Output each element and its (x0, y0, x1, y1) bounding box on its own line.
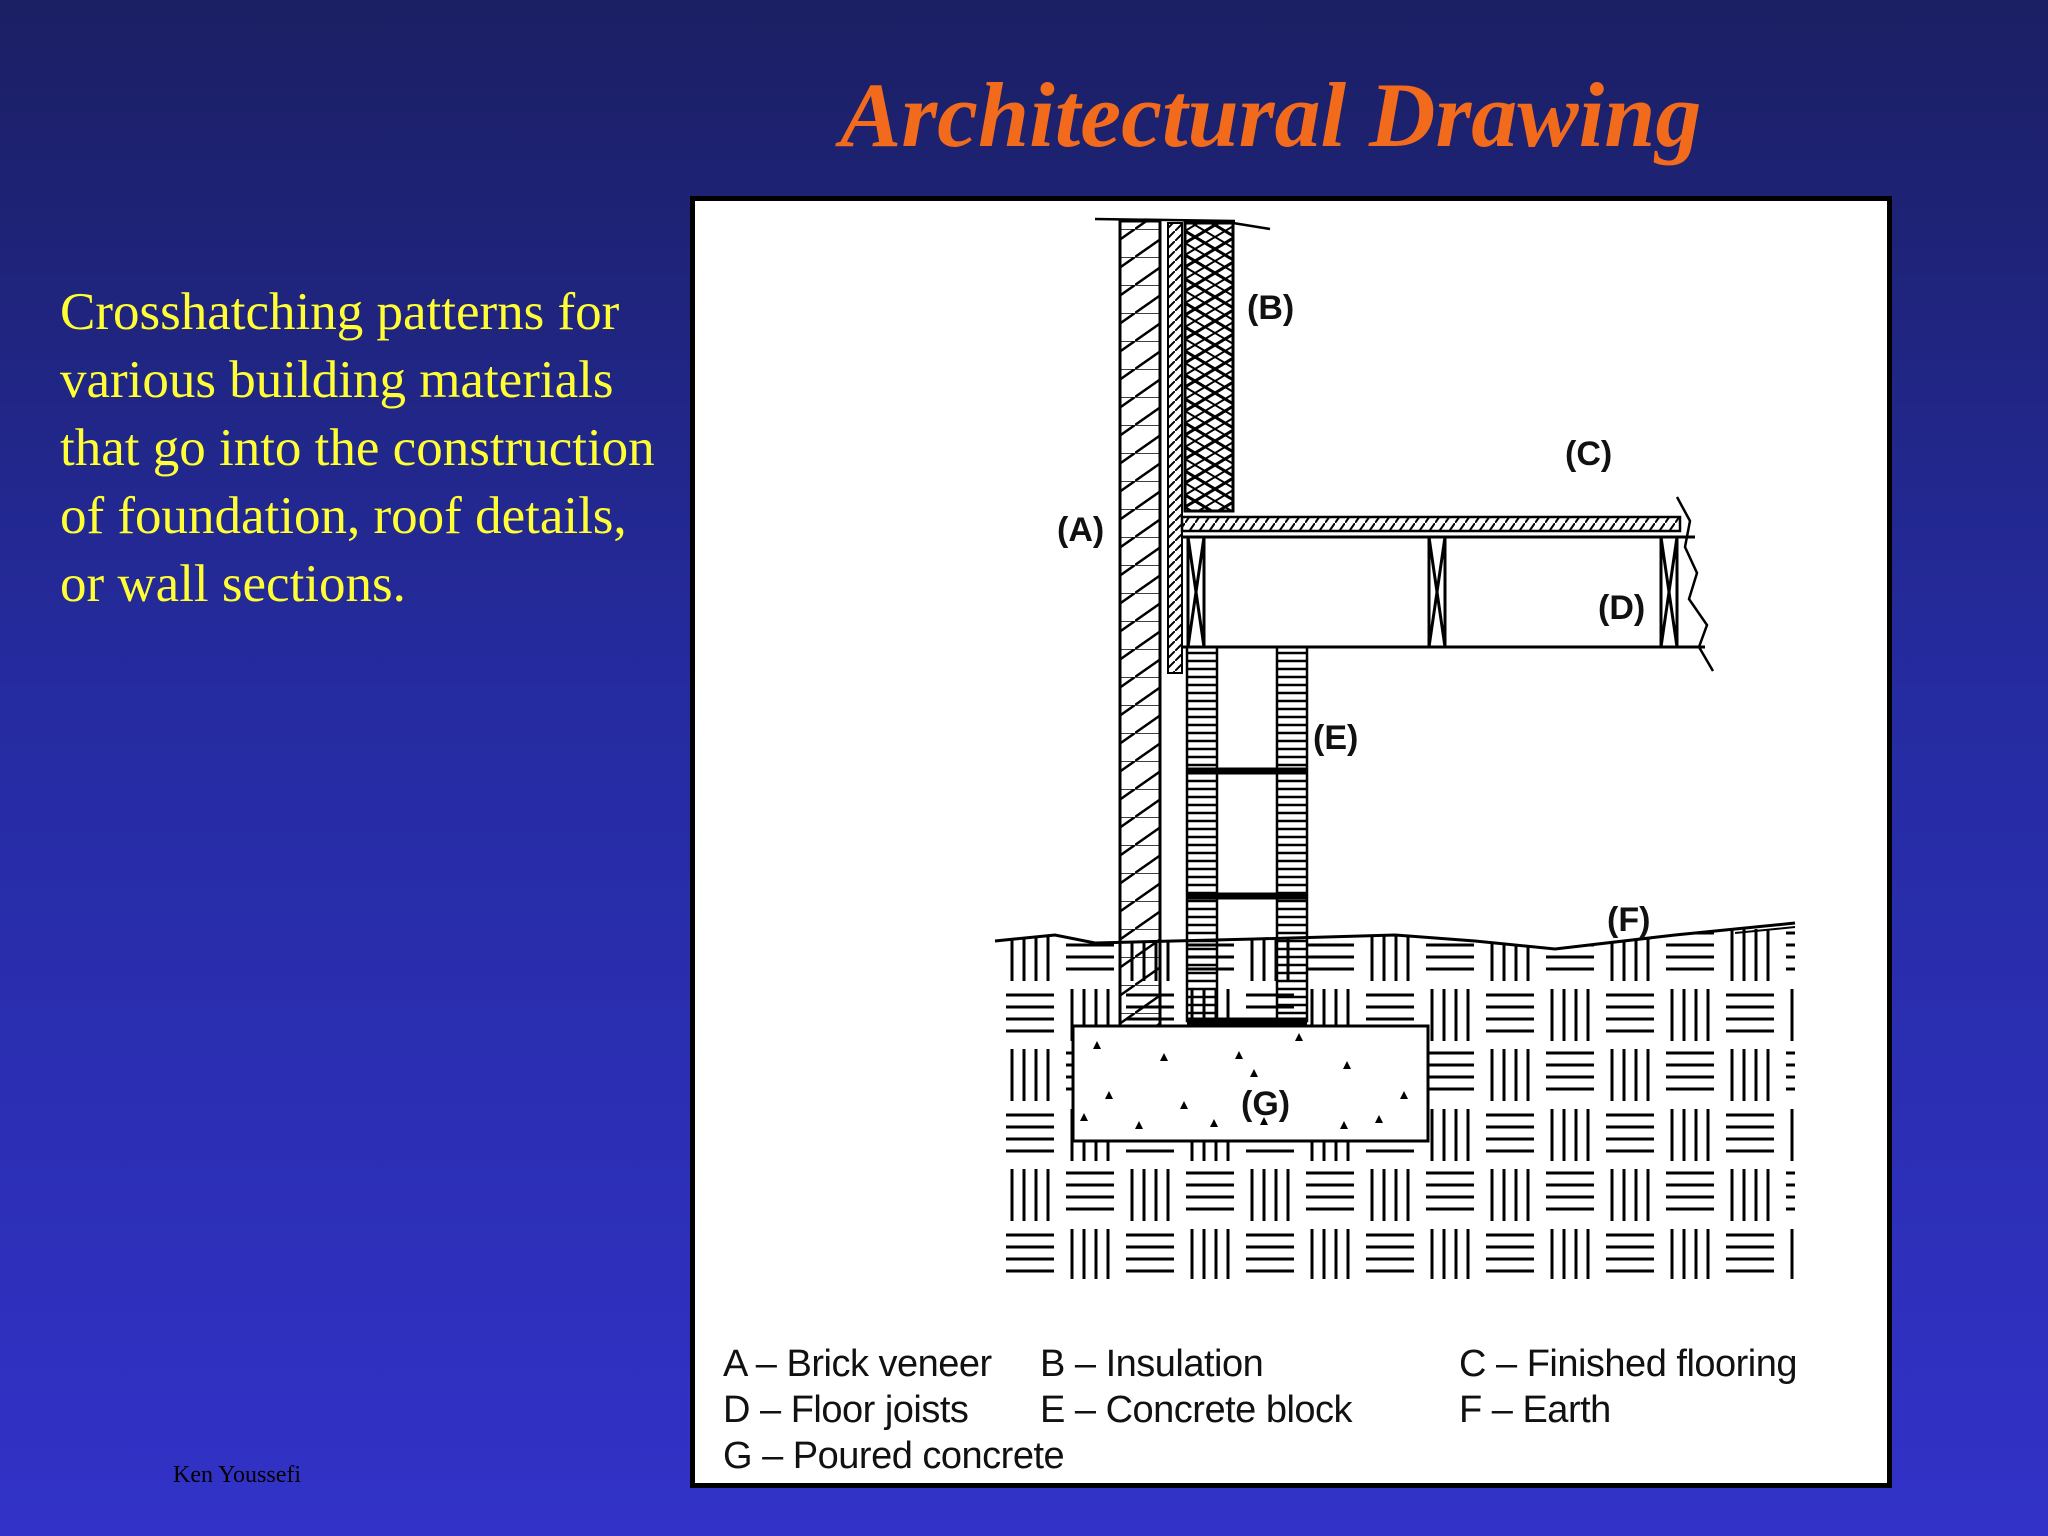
body-text: Crosshatching patterns for various building materials that go into the construction of foundation, roof details, or wall sections. (60, 283, 655, 613)
callout-b: (B) (1247, 289, 1295, 327)
callout-a: (A) (1057, 511, 1105, 549)
footing-concrete (1073, 1026, 1428, 1141)
section-drawing-svg (695, 201, 1887, 1483)
legend-item-d: D – Floor joists (723, 1389, 969, 1431)
callout-e: (E) (1313, 719, 1359, 757)
sheathing-strip (1168, 223, 1182, 673)
finished-flooring (1182, 517, 1680, 531)
slide-title: Architectural Drawing (840, 64, 1702, 166)
legend-item-f: F – Earth (1459, 1389, 1611, 1431)
callout-d: (D) (1598, 589, 1646, 627)
callout-c: (C) (1565, 435, 1613, 473)
insulation (1185, 223, 1270, 511)
legend-item-g: G – Poured concrete (723, 1435, 1065, 1477)
legend-item-e: E – Concrete block (1040, 1389, 1353, 1431)
legend-item-c: C – Finished flooring (1459, 1343, 1798, 1385)
section-drawing (690, 196, 1892, 1488)
legend-item-b: B – Insulation (1040, 1343, 1264, 1385)
author-credit: Ken Youssefi (173, 1462, 302, 1488)
legend-item-a: A – Brick veneer (723, 1343, 992, 1385)
callout-f: (F) (1607, 901, 1651, 939)
callout-g: (G) (1241, 1085, 1291, 1123)
